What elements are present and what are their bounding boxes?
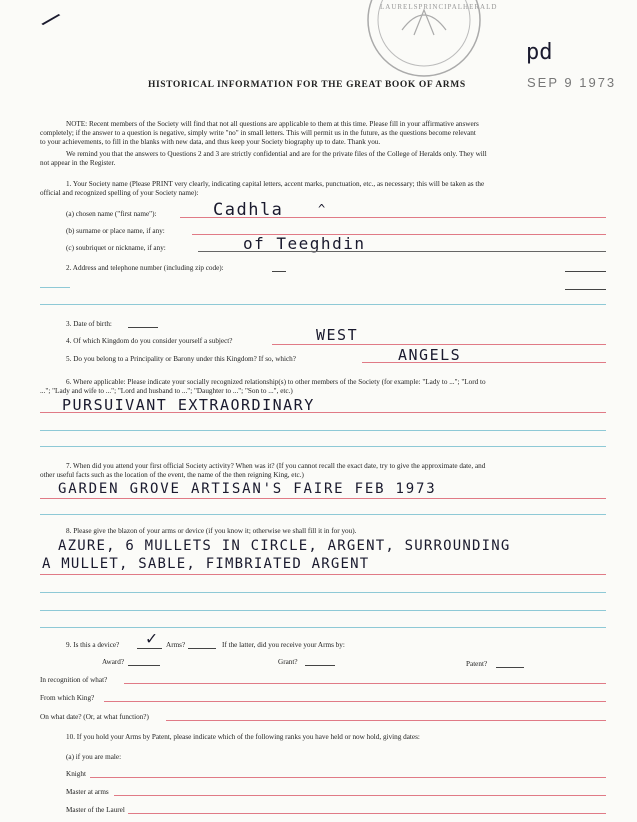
q9-label-c: If the latter, did you receive your Arms by: — [222, 641, 345, 649]
college-seal — [362, 0, 492, 80]
q5-line — [362, 362, 606, 363]
q6-value[interactable]: PURSUIVANT EXTRAORDINARY — [62, 396, 315, 414]
q9-grant-label: Grant? — [278, 658, 298, 666]
q7-line-1-rule — [40, 498, 606, 499]
q2-label: 2. Address and telephone number (including zip code): — [66, 264, 224, 272]
q9-king-line[interactable] — [104, 701, 606, 702]
q1c-value[interactable]: of Teeghdin — [243, 234, 366, 253]
note-line-2: completely; if the answer to a question is negative, simply write "no" in small letters. This will permit us in the future, as the questions become relevant — [40, 129, 476, 137]
q9-recognition-line[interactable] — [124, 683, 606, 684]
q2-line-a — [272, 271, 286, 272]
corner-pen-mark: / — [38, 6, 65, 35]
q9-grant-line[interactable] — [305, 665, 335, 666]
q10-master-arms-line[interactable] — [114, 795, 606, 796]
date-stamp: SEP 9 1973 — [527, 75, 617, 90]
q1-line-2: official and recognized spelling of your Society name): — [40, 189, 199, 197]
q2-line-2[interactable] — [40, 287, 70, 288]
q6-line-1: 6. Where applicable: Please indicate your socially recognized relationship(s) to other members of the Society (for example: "Lady to ..."; "Lord to — [66, 378, 486, 386]
q6-line-2-rule[interactable] — [40, 430, 606, 431]
q8-label: 8. Please give the blazon of your arms or device (if you know it; otherwise we shall fill it in for you). — [66, 527, 357, 535]
q9-occasion-line[interactable] — [166, 720, 606, 721]
seal-emblem — [402, 10, 446, 35]
q7-line-2: other useful facts such as the location of the event, the name of the then reigning King, etc.) — [40, 471, 304, 479]
q8-line-3[interactable] — [40, 610, 606, 611]
q10-master-laurel-label: Master of the Laurel — [66, 806, 125, 814]
q1-line-1: 1. Your Society name (Please PRINT very clearly, indicating capital letters, accent marks, punctuation, etc., as necessary; this will be taken as the — [66, 180, 485, 188]
q1a-value[interactable]: Cadhla — [213, 200, 284, 220]
note-line-4: We remind you that the answers to Questions 2 and 3 are strictly confidential and are for the private files of the College of Heralds only. They will — [66, 150, 487, 158]
q8-line-4[interactable] — [40, 627, 606, 628]
q2-line-2-end — [565, 289, 606, 290]
q3-line[interactable] — [128, 327, 158, 328]
q5-value[interactable]: ANGELS — [398, 346, 462, 364]
q9-patent-line[interactable] — [496, 667, 524, 668]
q1a-label: (a) chosen name ("first name"): — [66, 210, 157, 218]
q9-label-b: Arms? — [166, 641, 186, 649]
q2-line-3[interactable] — [40, 304, 606, 305]
note-line-5: not appear in the Register. — [40, 159, 116, 167]
q10-master-laurel-line[interactable] — [128, 813, 606, 814]
q4-line — [272, 344, 606, 345]
q8-value-2[interactable]: A MULLET, SABLE, FIMBRIATED ARGENT — [42, 556, 370, 572]
q1b-label: (b) surname or place name, if any: — [66, 227, 165, 235]
q9-patent-label: Patent? — [466, 660, 488, 668]
q9-label-a: 9. Is this a device? — [66, 641, 120, 649]
seal-text: LAURELSPRINCIPALHERALD — [380, 3, 498, 11]
q10-knight-label: Knight — [66, 770, 86, 778]
q4-label: 4. Of which Kingdom do you consider yourself a subject? — [66, 337, 233, 345]
q2-line-b — [565, 271, 606, 272]
q7-value[interactable]: GARDEN GROVE ARTISAN'S FAIRE FEB 1973 — [58, 481, 437, 497]
q9-king-label: From which King? — [40, 694, 95, 702]
q9-recognition-label: In recognition of what? — [40, 676, 108, 684]
q1a-mark: ^ — [318, 202, 327, 216]
q9-device-line — [137, 648, 162, 649]
q10-male-label: (a) if you are male: — [66, 753, 122, 761]
q9-award-line[interactable] — [128, 665, 160, 666]
q9-device-check[interactable]: ✓ — [146, 628, 159, 649]
q8-line-1 — [40, 574, 606, 575]
q1c-label: (c) soubriquet or nickname, if any: — [66, 244, 166, 252]
q7-line-1: 7. When did you attend your first official Society activity? When was it? (If you cannot recall the exact date, try to give the approximate date, and — [66, 462, 486, 470]
q5-label: 5. Do you belong to a Principality or Barony under this Kingdom? If so, which? — [66, 355, 296, 363]
q3-label: 3. Date of birth: — [66, 320, 112, 328]
q4-value[interactable]: WEST — [316, 326, 359, 344]
q10-label: 10. If you hold your Arms by Patent, please indicate which of the following ranks you have held or now hold, giving dates: — [66, 733, 420, 741]
form-title: HISTORICAL INFORMATION FOR THE GREAT BOOK OF ARMS — [148, 80, 466, 90]
q6-line-2: ..."; "Lady and wife to ..."; "Lord and husband to ..."; "Daughter to ..."; "Son to ...", etc.) — [40, 387, 293, 395]
q9-occasion-label: On what date? (Or, at what function?) — [40, 713, 149, 721]
q8-line-2[interactable] — [40, 592, 606, 593]
note-line-3: to your achievements, to fill in the blanks with new data, and thus keep your Society biography up to date. Thank you. — [40, 138, 381, 146]
note-line-1: NOTE: Recent members of the Society will find that not all questions are applicable to them at this time. Please fill in your affirmative answers — [66, 120, 479, 128]
q1c-line — [198, 251, 606, 252]
q8-value-1[interactable]: AZURE, 6 MULLETS IN CIRCLE, ARGENT, SURROUNDING — [58, 538, 511, 554]
q9-award-label: Award? — [102, 658, 125, 666]
q7-line-2-rule[interactable] — [40, 514, 606, 515]
q9-arms-line[interactable] — [188, 648, 216, 649]
q1a-line — [180, 217, 606, 218]
q6-line-3-rule[interactable] — [40, 446, 606, 447]
q6-line-1-rule — [40, 412, 606, 413]
q10-master-arms-label: Master at arms — [66, 788, 109, 796]
handwritten-initials: pd — [526, 40, 553, 65]
q10-knight-line[interactable] — [90, 777, 606, 778]
